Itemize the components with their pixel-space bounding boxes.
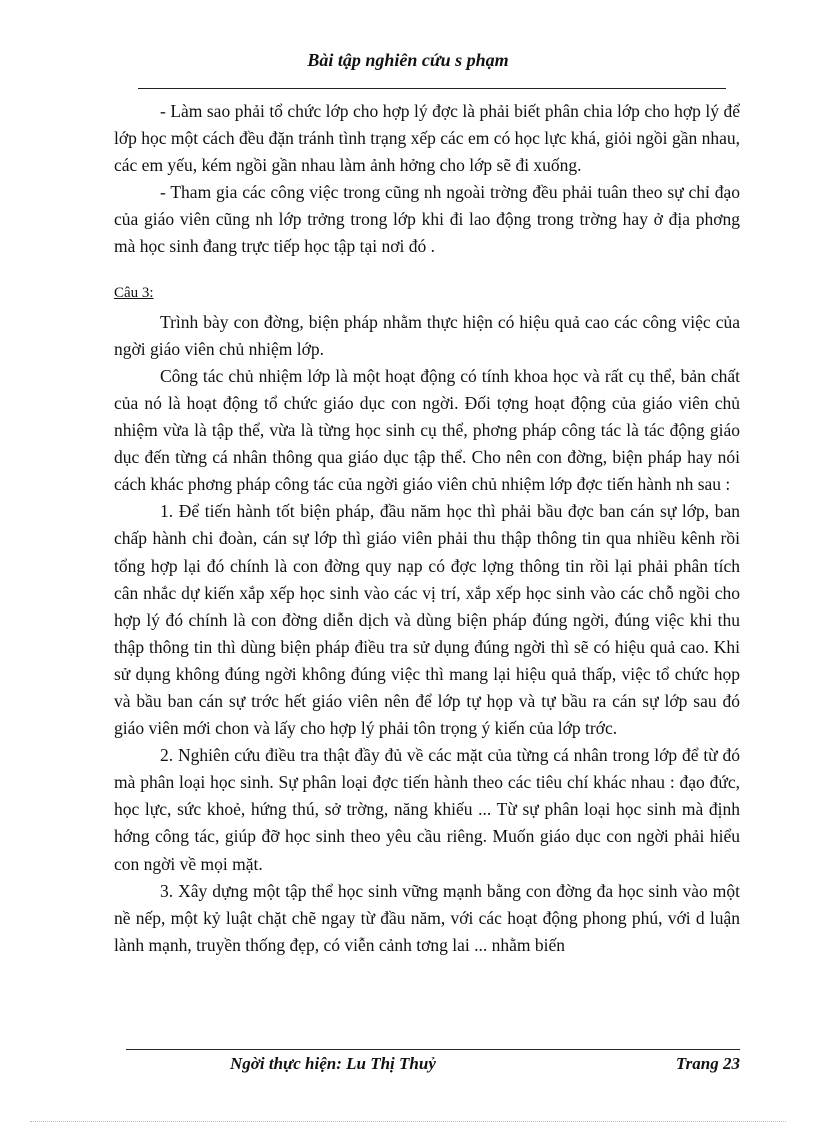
page-header-title: Bài tập nghiên cứu s phạm: [307, 50, 509, 70]
footer-author: Ngời thực hiện: Lu Thị Thuỷ: [230, 1054, 436, 1073]
document-body: [114, 98, 740, 959]
section-paragraph-2: Công tác chủ nhiệm lớp là một hoạt động có tính khoa học và rất cụ thể, bản chất của nó là hoạt động tổ chức giáo dục con ngời. Đối tợng hoạt động của giáo viên chủ nhiệm vừa là tập thể, vừa là từng học sinh cụ thể, phơng pháp công tác là tác động giáo dục đến từng cá nhân thông qua giáo dục tập thể. Cho nên con đờng, biện pháp hay nói cách khác phơng pháp công tác của ngời giáo viên chủ nhiệm lớp đợc tiến hành nh sau :: [114, 365, 740, 495]
footer-page-number: Trang 23: [675, 1054, 740, 1073]
paragraph-1: - Làm sao phải tổ chức lớp cho hợp lý đợc là phải biết phân chia lớp cho hợp lý để lớp học một cách đều đặn tránh tình trạng xếp các em có học lực khá, giỏi ngồi gần nhau, các em yếu, kém ngồi gần nhau làm ảnh hởng cho lớp sẽ đi xuống.: [114, 101, 740, 176]
footer-divider: [126, 1049, 740, 1050]
page-footer: [126, 1054, 740, 1080]
page-edge-divider: [30, 1121, 786, 1122]
section-paragraph-5: 3. Xây dựng một tập thể học sinh vững mạnh bằng con đờng đa học sinh vào một nề nếp, một kỷ luật chặt chẽ ngay từ đầu năm, với các hoạt động phong phú, với d luận lành mạnh, truyền thống đẹp, có viễn cảnh tơng lai ... nhằm biến: [114, 880, 740, 955]
section-heading: Câu 3:: [114, 284, 154, 301]
section-paragraph-3: 1. Để tiến hành tốt biện pháp, đầu năm học thì phải bầu đợc ban cán sự lớp, ban chấp hành chi đoàn, cán sự lớp thì giáo viên phải thu thập thông tin qua nhiều kênh rồi tổng hợp lại đó chính là con đờng quy nạp có đợc lợng thông tin rồi lại phải phân tích cân nhắc dự kiến xắp xếp học sinh vào các vị trí, xắp xếp học sinh vào các chỗ ngồi cho hợp lý đó chính là con đờng diễn dịch và dùng biện pháp đúng ngời, đúng việc khi thu thập thông tin thì dùng biện pháp điều tra sử dụng đúng ngời thì sẽ có hiệu quả cao. Khi sử dụng không đúng ngời không đúng việc thì mang lại hiệu quả thấp, việc tổ chức họp và bầu ban cán sự trớc hết giáo viên nên để lớp tự họp và tự bầu ra cán sự lớp sau đó giáo viên mới chon và lấy cho hợp lý phải tôn trọng ý kiến của lớp trớc.: [114, 501, 740, 739]
section-paragraph-4: 2. Nghiên cứu điều tra thật đầy đủ về các mặt của từng cá nhân trong lớp để từ đó mà phân loại học sinh. Sự phân loại đợc tiến hành theo các tiêu chí khác nhau : đạo đức, học lực, sức khoẻ, hứng thú, sở trờng, năng khiếu ... Từ sự phân loại học sinh mà định hớng công tác, giúp đỡ học sinh theo yêu cầu riêng. Muốn giáo dục con ngời phải hiểu con ngời về mọi mặt.: [114, 745, 740, 874]
paragraph-2: - Tham gia các công việc trong cũng nh ngoài trờng đều phải tuân theo sự chỉ đạo của giáo viên cũng nh lớp trởng trong lớp khi đi lao động trong trờng hay ở địa phơng mà học sinh đang trực tiếp học tập tại nơi đó .: [114, 182, 740, 257]
header-divider: [138, 88, 726, 89]
section-paragraph-1: Trình bày con đờng, biện pháp nhằm thực hiện có hiệu quả cao các công việc của ngời giáo viên chủ nhiệm lớp.: [114, 311, 740, 359]
